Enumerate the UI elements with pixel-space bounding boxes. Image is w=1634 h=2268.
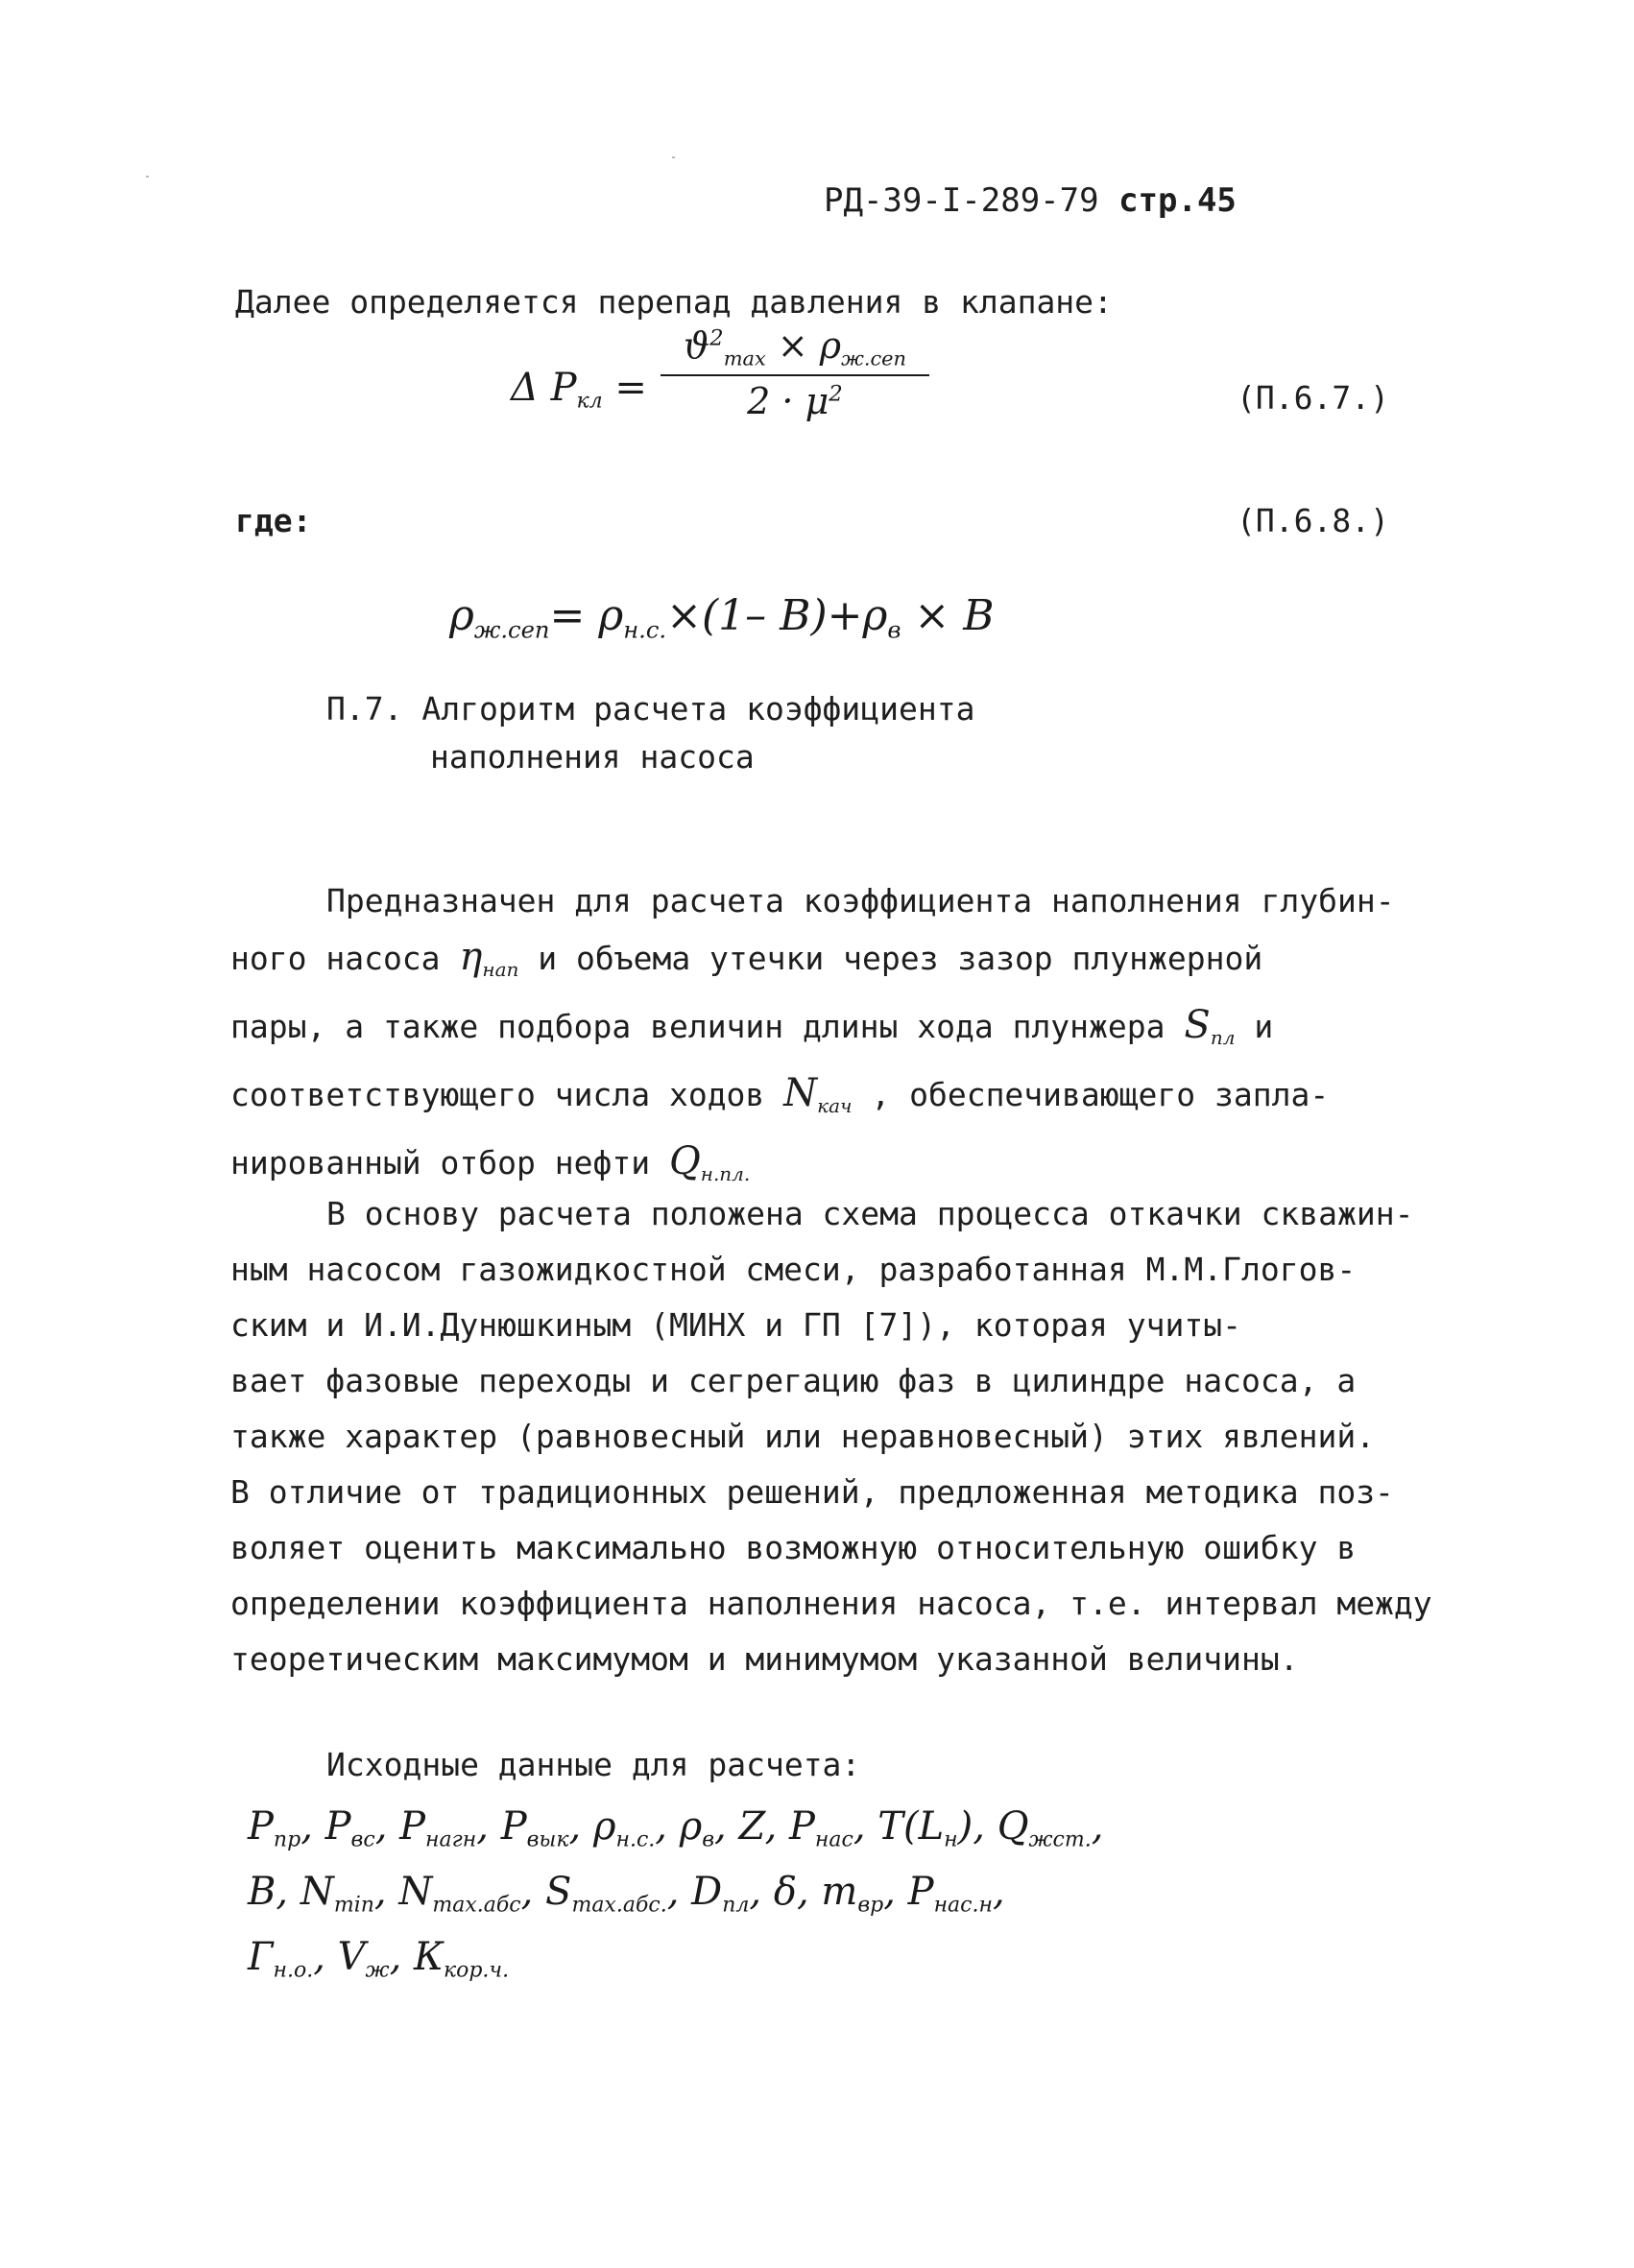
input-parameter: $S_{max.абс.}$ xyxy=(545,1870,667,1918)
text-line: В отличие от традиционных решений, предложенная методика поз- xyxy=(230,1473,1394,1511)
input-parameter: $D_{пл}$ xyxy=(691,1870,750,1918)
text-line: воляет оценить максимально возможную относительную ошибку в xyxy=(230,1529,1357,1566)
symbol-n: $N_{кач}$ xyxy=(783,1071,853,1117)
doc-code: РД-39-I-289-79 xyxy=(824,181,1099,220)
params-row-3: $Г_{н.о.}$, $V_ж$, $К_{кор.ч.}$ xyxy=(248,1935,510,1983)
input-parameter: В xyxy=(248,1870,276,1914)
formula-density: $\rho_{ж.сеп}= \rho_{н.с.}\times(1-$ $В)+\rho_в \times В$ xyxy=(449,591,995,644)
where-label: где: xyxy=(235,502,312,539)
formula-intro: Далее определяется перепад давления в клапане: xyxy=(235,283,1113,321)
text-line: ного насоса $\eta_{нап}$ и объема утечки через зазор плунжерной xyxy=(230,935,1263,981)
input-parameter: $Р_{вык}$ xyxy=(500,1804,569,1852)
page-number: стр.45 xyxy=(1118,181,1237,220)
scan-mark xyxy=(672,156,675,158)
formula-lhs: Δ $Р_{кл}$ = xyxy=(511,366,647,414)
symbol-eta: $\eta_{нап}$ xyxy=(459,935,519,981)
input-parameter: $К_{кор.ч.}$ xyxy=(414,1935,510,1983)
params-row-1: $Р_{пр}$, $Р_{вс}$, $Р_{нагн}$, $Р_{вык}$, $\rho_{н.с.}$, $\rho_в$, Z, $Р_{нас}$, $Т(L_н)$, $Q_{жст.}$, xyxy=(248,1804,1104,1852)
paragraph-purpose xyxy=(230,873,1440,1202)
input-parameter: $N_{max.абс}$ xyxy=(398,1870,521,1918)
text-line: Предназначен для расчета коэффициента наполнения глубин- xyxy=(326,882,1395,919)
input-parameter: $Р_{пр}$ xyxy=(248,1804,301,1852)
equation-number-2: (П.6.8.) xyxy=(1237,502,1389,539)
paragraph-basis xyxy=(230,1186,1440,1687)
text-line: определении коэффициента наполнения насоса, т.е. интервал между xyxy=(230,1585,1432,1622)
text-line: ским и И.И.Дунюшкиным (МИНХ и ГП [7]), которая учиты- xyxy=(230,1306,1241,1344)
input-parameter: $V_ж$ xyxy=(337,1935,390,1983)
input-parameter: δ xyxy=(773,1870,797,1914)
input-parameter: $Т(L_н)$ xyxy=(877,1804,973,1852)
section-title-line2: наполнения насоса xyxy=(430,738,755,776)
page-header xyxy=(824,181,1237,220)
text-line: вает фазовые переходы и сегрегацию фаз в цилиндре насоса, а xyxy=(230,1362,1357,1399)
equation-number-1: (П.6.7.) xyxy=(1237,379,1389,417)
input-parameter: $Р_{нас.н}$ xyxy=(907,1870,993,1918)
fraction-bar xyxy=(661,374,929,376)
formula-numerator: $ϑ^2_{max} \times \rho_{ж.сеп}$ xyxy=(684,324,906,370)
input-parameter: $Р_{вс}$ xyxy=(324,1804,375,1852)
input-parameter: $Р_{нагн}$ xyxy=(399,1804,477,1852)
text-line: ным насосом газожидкостной смеси, разработанная М.М.Глогов- xyxy=(230,1251,1357,1288)
input-parameter: $Г_{н.о.}$ xyxy=(248,1935,314,1983)
text-line: теоретическим максимумом и минимумом указанной величины. xyxy=(230,1640,1299,1678)
symbol-s: $S_{пл}$ xyxy=(1184,1003,1236,1049)
text-line: также характер (равновесный или неравновесный) этих явлений. xyxy=(230,1418,1376,1455)
input-parameter: Z xyxy=(738,1804,765,1849)
text-line: нированный отбор нефти $Q_{н.пл.}$ xyxy=(230,1139,751,1185)
input-parameter: $Q_{жст.}$ xyxy=(997,1804,1092,1852)
input-parameter: $\rho_{н.с.}$ xyxy=(592,1804,656,1852)
text-line: В основу расчета положена схема процесса откачки скважин- xyxy=(326,1195,1414,1232)
text-line: соответствующего числа ходов $N_{кач}$ , обеспечивающего запла- xyxy=(230,1071,1330,1117)
input-parameter: $Р_{нас}$ xyxy=(789,1804,853,1852)
text-line: пары, а также подбора величин длины хода плунжера $S_{пл}$ и xyxy=(230,1003,1274,1049)
section-title-line1: П.7. Алгоритм расчета коэффициента xyxy=(326,690,975,728)
inputs-label: Исходные данные для расчета: xyxy=(326,1746,861,1783)
symbol-q: $Q_{н.пл.}$ xyxy=(668,1139,751,1185)
input-parameter: $N_{min}$ xyxy=(300,1870,374,1918)
scan-mark xyxy=(146,176,149,178)
formula-fraction xyxy=(661,324,929,424)
input-parameter: $m_{вр}$ xyxy=(821,1870,884,1918)
input-parameter: $\rho_в$ xyxy=(679,1804,715,1852)
formula-denominator: $2 \cdot \mu^2$ xyxy=(747,380,843,423)
params-row-2: В, $N_{min}$, $N_{max.абс}$, $S_{max.абс.}$, $D_{пл}$, δ, $m_{вр}$, $Р_{нас.н}$, xyxy=(248,1870,1005,1918)
